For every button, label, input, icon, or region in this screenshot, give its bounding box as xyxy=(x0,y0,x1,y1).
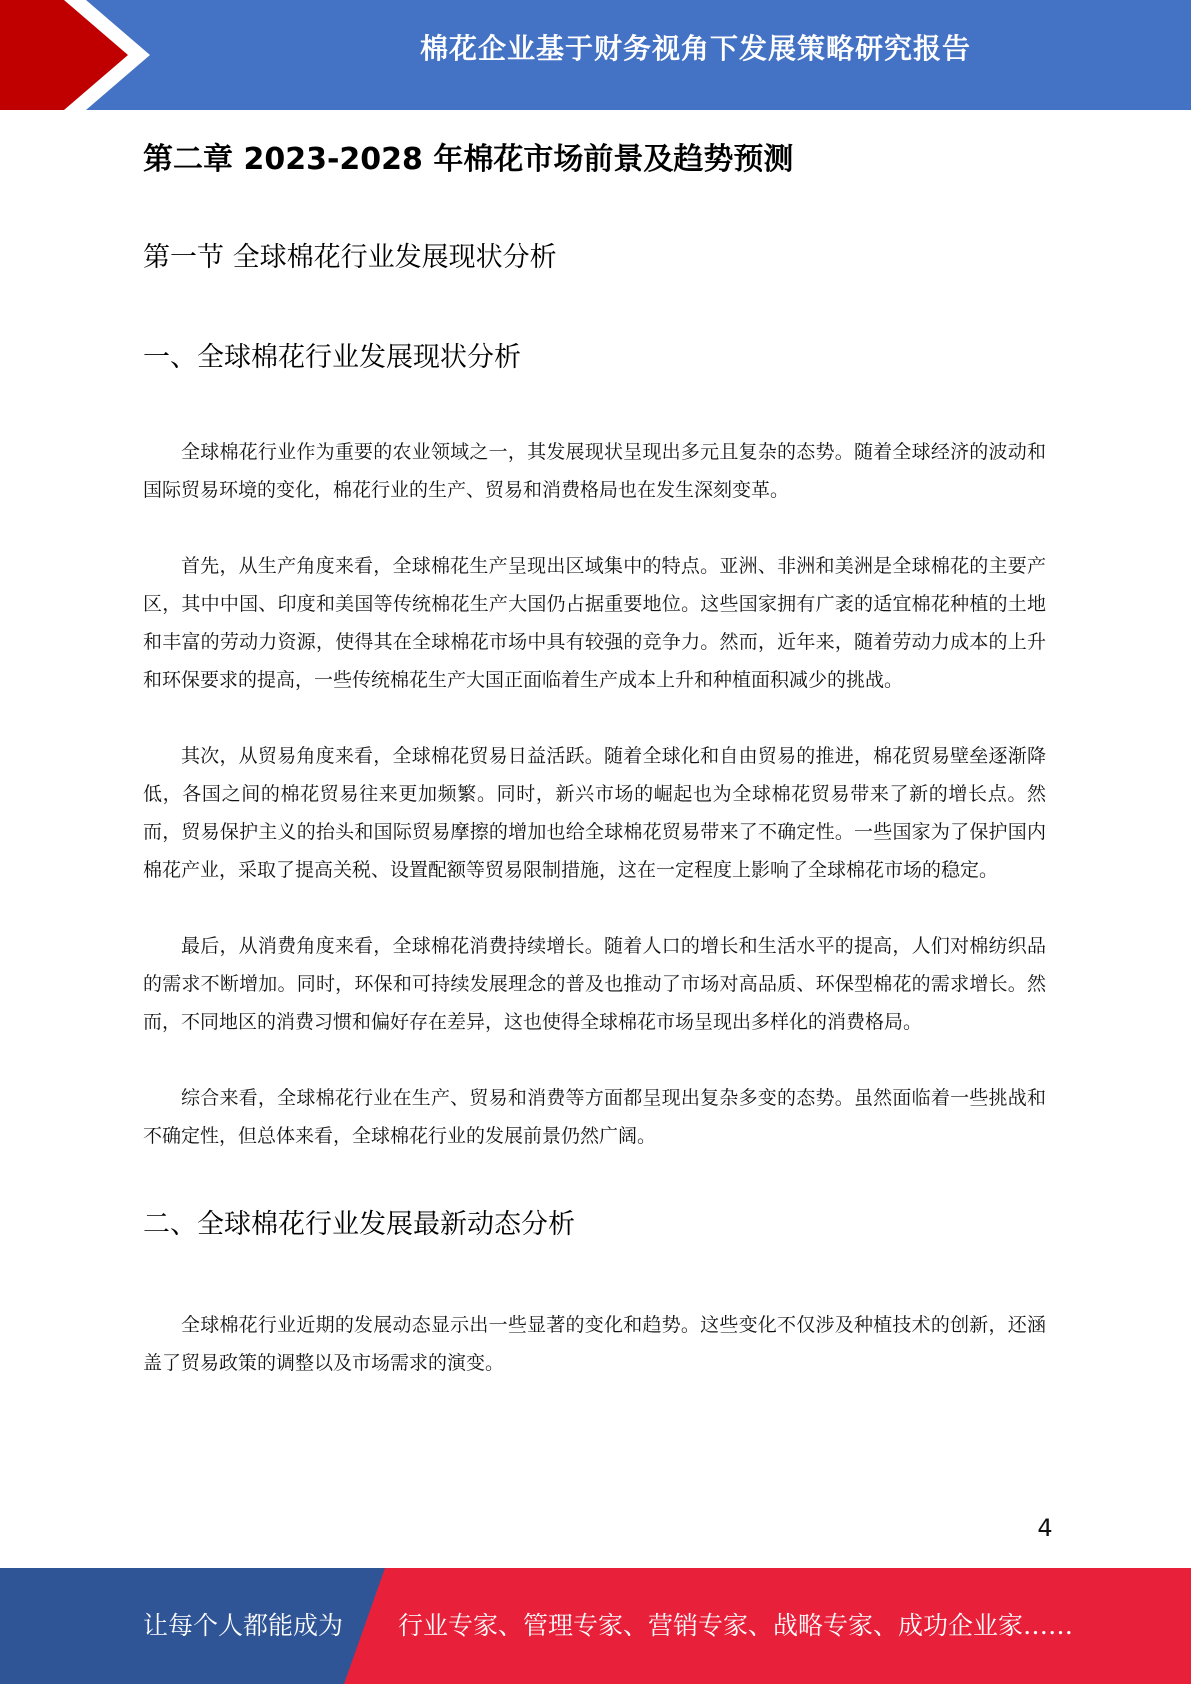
page-header xyxy=(0,0,1191,110)
paragraph: 全球棉花行业近期的发展动态显示出一些显著的变化和趋势。这些变化不仅涉及种植技术的创新，还涵盖了贸易政策的调整以及市场需求的演变。 xyxy=(143,1314,1046,1374)
page-content xyxy=(143,120,1046,1382)
paragraph: 首先，从生产角度来看，全球棉花生产呈现出区域集中的特点。亚洲、非洲和美洲是全球棉花的主要产区，其中中国、印度和美国等传统棉花生产大国仍占据重要地位。这些国家拥有广袤的适宜棉花种植的土地和丰富的劳动力资源，使得其在全球棉花市场中具有较强的竞争力。然而，近年来，随着劳动力成本的上升和环保要求的提高，一些传统棉花生产大国正面临着生产成本上升和种植面积减少的挑战。 xyxy=(143,555,1046,691)
chapter-title: 第二章 2023-2028 年棉花市场前景及趋势预测 xyxy=(143,142,794,177)
footer-slogan-left: 让每个人都能成为 xyxy=(143,1611,344,1640)
footer-slogan-right: 行业专家、管理专家、营销专家、战略专家、成功企业家…… xyxy=(398,1611,1074,1640)
header-red-arrow-icon xyxy=(0,0,160,110)
subsection-title-1: 一、全球棉花行业发展现状分析 xyxy=(143,342,521,373)
document-title: 棉花企业基于财务视角下发展策略研究报告 xyxy=(419,32,971,65)
paragraph: 最后，从消费角度来看，全球棉花消费持续增长。随着人口的增长和生活水平的提高，人们对棉纺织品的需求不断增加。同时，环保和可持续发展理念的普及也推动了市场对高品质、环保型棉花的需求增长。然而，不同地区的消费习惯和偏好存在差异，这也使得全球棉花市场呈现出多样化的消费格局。 xyxy=(143,935,1046,1033)
paragraph: 综合来看，全球棉花行业在生产、贸易和消费等方面都呈现出复杂多变的态势。虽然面临着一些挑战和不确定性，但总体来看，全球棉花行业的发展前景仍然广阔。 xyxy=(143,1087,1046,1147)
section-title: 第一节 全球棉花行业发展现状分析 xyxy=(143,242,557,273)
subsection-title-2: 二、全球棉花行业发展最新动态分析 xyxy=(143,1209,575,1240)
page-number: 4 xyxy=(1037,1514,1053,1542)
page-footer xyxy=(0,1568,1191,1684)
paragraph: 全球棉花行业作为重要的农业领域之一，其发展现状呈现出多元且复杂的态势。随着全球经济的波动和国际贸易环境的变化，棉花行业的生产、贸易和消费格局也在发生深刻变革。 xyxy=(143,441,1046,501)
paragraph: 其次，从贸易角度来看，全球棉花贸易日益活跃。随着全球化和自由贸易的推进，棉花贸易壁垒逐渐降低，各国之间的棉花贸易往来更加频繁。同时，新兴市场的崛起也为全球棉花贸易带来了新的增长点。然而，贸易保护主义的抬头和国际贸易摩擦的增加也给全球棉花贸易带来了不确定性。一些国家为了保护国内棉花产业，采取了提高关税、设置配额等贸易限制措施，这在一定程度上影响了全球棉花市场的稳定。 xyxy=(143,745,1046,881)
